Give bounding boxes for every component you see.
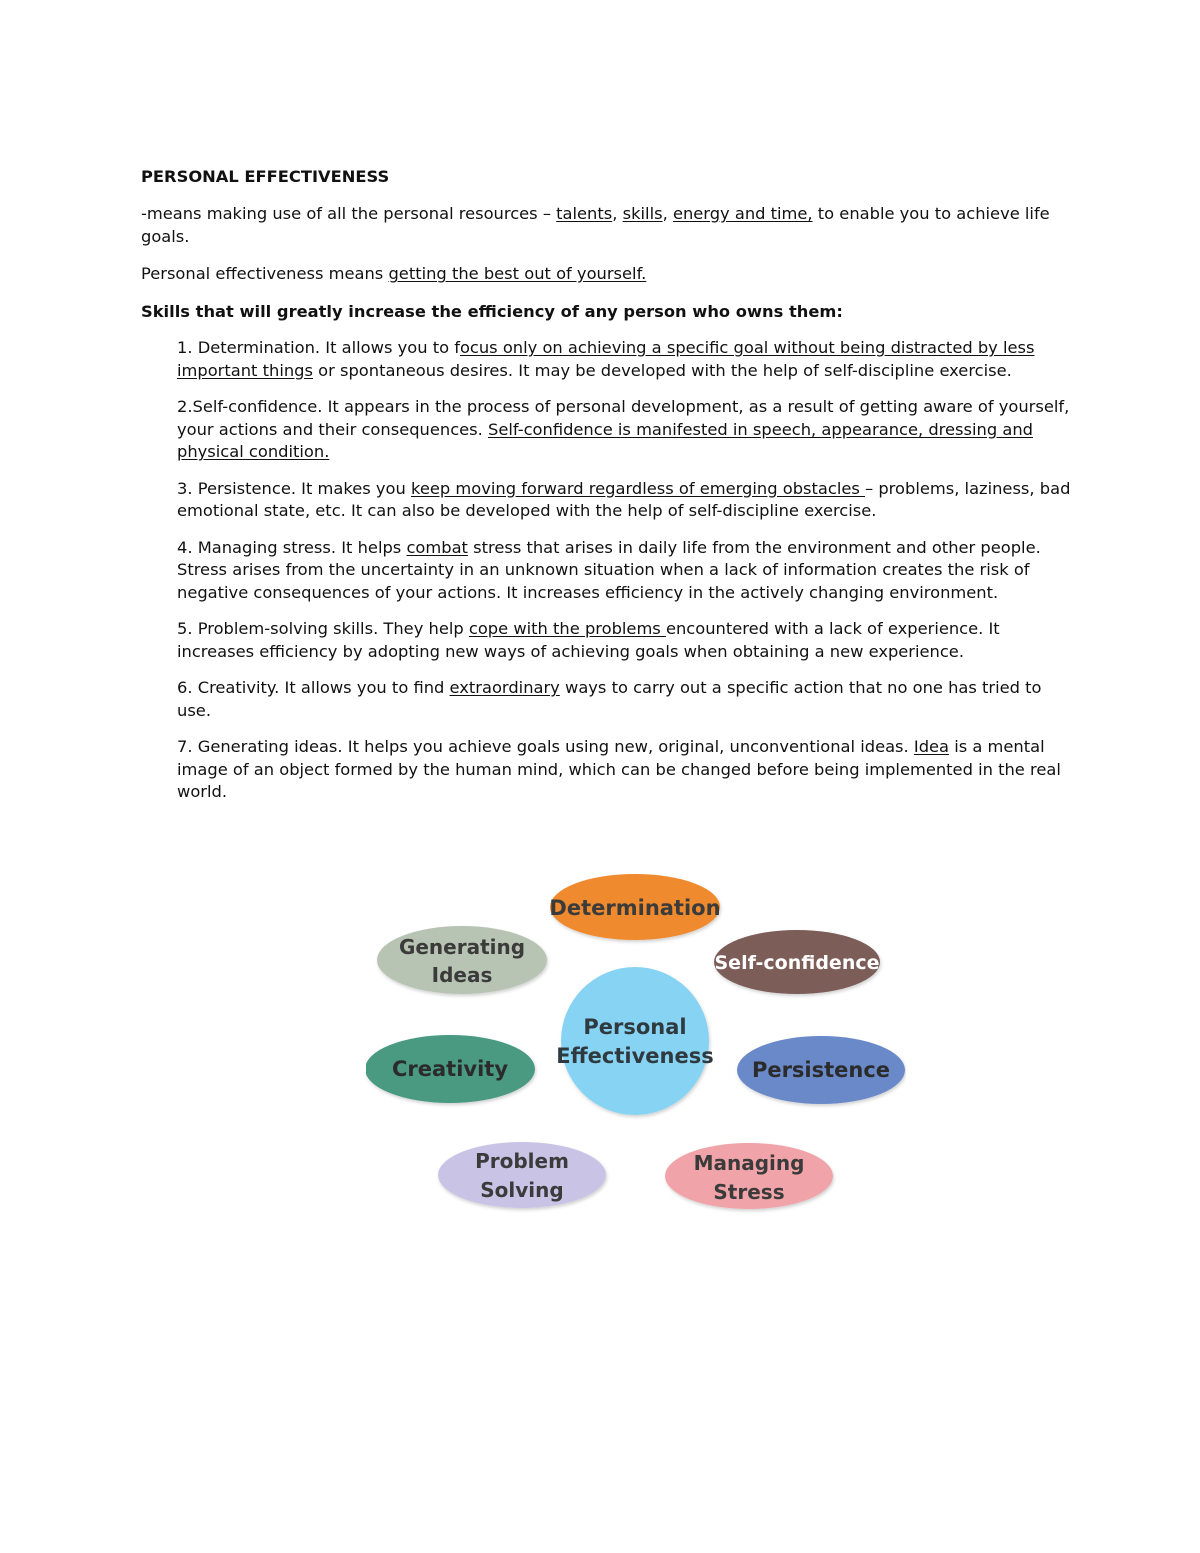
skill-item-creativity: [177, 677, 1071, 722]
document-body: [141, 166, 1071, 818]
skill-underlined: keep moving forward regardless of emerging obstacles: [411, 478, 866, 498]
diagram-canvas: [366, 868, 906, 1213]
skill-text: 1. Determination. It allows you to f: [177, 338, 460, 357]
skill-text: encountered with a lack of experience. It increases efficiency by adopting new ways of achieving goals when obtaining a new experience.: [177, 619, 1000, 661]
skill-underlined: ocus only on achieving a specific goal without being distracted by less important things: [177, 338, 1035, 380]
node-problem-solving-label-2: Solving: [480, 1178, 564, 1202]
skill-text: 6. Creativity. It allows you to find: [177, 678, 450, 697]
node-persistence: [737, 1036, 905, 1104]
node-creativity: [366, 1035, 535, 1103]
personal-effectiveness-diagram: [366, 868, 906, 1213]
meaning-prefix: Personal effectiveness means: [141, 264, 389, 283]
definition-sep-1: ,: [612, 204, 623, 223]
skills-heading: Skills that will greatly increase the efficiency of any person who owns them:: [141, 301, 843, 321]
skill-item-problem-solving: [177, 618, 1071, 663]
meaning-underlined: getting the best out of yourself.: [388, 264, 647, 283]
skill-text: or spontaneous desires. It may be developed with the help of self-discipline exercise.: [312, 360, 1012, 380]
skill-item-managing-stress: [177, 537, 1071, 605]
skill-text: 5. Problem-solving skills. They help: [177, 619, 469, 638]
center-label-2: Effectiveness: [556, 1044, 714, 1068]
node-personal-effectiveness: [556, 967, 713, 1115]
node-self-confidence: [714, 930, 880, 994]
node-generating-ideas: [377, 926, 547, 994]
node-determination-label: Determination: [549, 896, 721, 920]
skill-text: 3. Persistence. It makes you: [177, 478, 411, 498]
node-generating-ideas-label-2: Ideas: [431, 963, 493, 987]
skills-list: [141, 337, 1071, 804]
definition-prefix: -means making use of all the personal resources –: [141, 204, 557, 223]
center-label-1: Personal: [583, 1015, 687, 1039]
skill-text: 7. Generating ideas. It helps you achieve goals using new, original, unconventional ideas.: [177, 737, 914, 756]
node-creativity-label: Creativity: [391, 1057, 509, 1081]
skill-underlined: cope with the problems: [468, 619, 666, 638]
center-circle-shape: [561, 967, 709, 1115]
definition-talents: talents: [556, 204, 613, 223]
skill-text: 2.Self-confidence. It appears in the process of personal development, as a result of getting aware of yourself, your actions and their consequences.: [177, 397, 1070, 439]
definition-energy-time: energy and time,: [672, 204, 813, 223]
node-managing-stress-label-2: Stress: [713, 1180, 785, 1204]
skill-item-generating-ideas: [177, 736, 1071, 804]
node-managing-stress: [665, 1143, 833, 1209]
node-persistence-label: Persistence: [751, 1058, 891, 1082]
skill-underlined: combat: [406, 537, 468, 557]
meaning-paragraph: [141, 263, 1071, 286]
node-generating-ideas-label-1: Generating: [398, 935, 526, 959]
skill-item-determination: [177, 337, 1071, 382]
definition-skills: skills: [622, 204, 663, 223]
skill-text: – problems, laziness, bad emotional state, etc. It can also be developed with the help of self-discipline exercise.: [177, 478, 1071, 520]
node-self-confidence-label: Self-confidence: [714, 952, 880, 974]
skill-item-self-confidence: [177, 396, 1071, 464]
definition-suffix: to enable you to achieve life goals.: [141, 204, 1050, 246]
skill-text: ways to carry out a specific action that no one has tried to use.: [177, 678, 1042, 720]
node-determination: [549, 874, 720, 940]
document-title: PERSONAL EFFECTIVENESS: [141, 167, 390, 186]
skill-text: is a mental image of an object formed by the human mind, which can be changed before being implemented in the real world.: [177, 737, 1061, 801]
skill-text: stress that arises in daily life from the environment and other people. Stress arises from the uncertainty in an unknown situation when a lack of information creates the risk of negative consequences of your actions. It increases efficiency in the actively changing environment.: [177, 537, 1041, 602]
definition-paragraph: [141, 203, 1071, 248]
skill-text: 4. Managing stress. It helps: [177, 537, 407, 557]
skill-item-persistence: [177, 478, 1071, 523]
node-problem-solving-label-1: Problem: [475, 1149, 569, 1173]
definition-sep-2: ,: [662, 204, 673, 223]
skill-underlined: extraordinary: [449, 678, 560, 697]
skill-underlined: Self-confidence is manifested in speech, appearance, dressing and physical condition.: [177, 419, 1033, 461]
skill-underlined: Idea: [913, 737, 950, 756]
node-managing-stress-label-1: Managing: [693, 1151, 805, 1175]
node-problem-solving: [438, 1142, 606, 1208]
